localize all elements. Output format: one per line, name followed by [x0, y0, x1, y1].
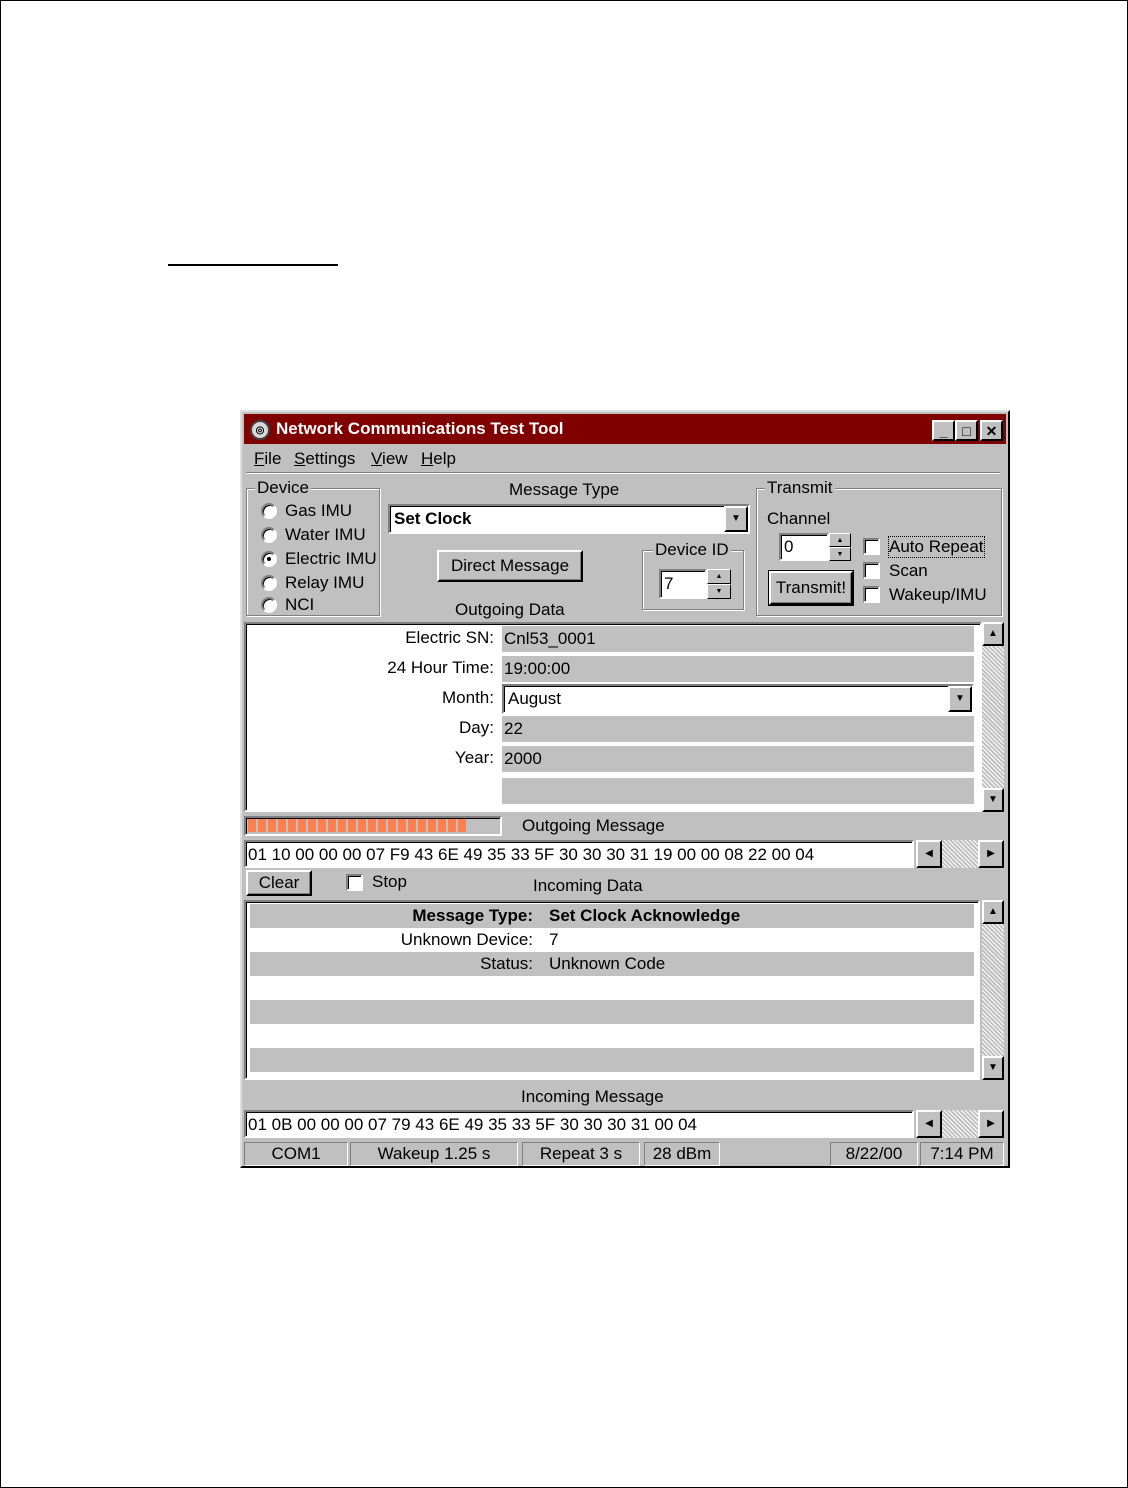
stop-checkbox[interactable] — [346, 872, 426, 894]
scroll-down-button[interactable] — [982, 1056, 1004, 1080]
progress-block — [418, 819, 426, 832]
channel-input[interactable] — [779, 533, 829, 561]
channel-spin-up[interactable] — [829, 533, 851, 547]
menu-settings[interactable]: Settings — [294, 449, 356, 468]
outgoing-data-scrollbar[interactable] — [982, 622, 1004, 812]
scroll-down-button[interactable] — [982, 788, 1004, 812]
radio-gas-imu[interactable] — [261, 501, 371, 521]
device-id-label: Device ID — [655, 540, 729, 559]
progress-block — [318, 819, 326, 832]
status-power: 28 dBm — [644, 1142, 720, 1166]
progress-block — [448, 819, 456, 832]
radio-water-imu[interactable] — [261, 525, 371, 545]
radio-button[interactable] — [261, 575, 277, 591]
incoming-data-label: Incoming Data — [533, 876, 643, 895]
menu-file[interactable]: File — [254, 449, 282, 468]
empty-row — [250, 976, 974, 1000]
outgoing-data-panel — [244, 622, 982, 812]
channel-label: Channel — [767, 509, 831, 528]
progress-block — [458, 819, 466, 832]
document-rule — [168, 264, 338, 266]
incoming-message-hscroll[interactable] — [916, 1110, 1004, 1138]
progress-block — [298, 819, 306, 832]
month-select[interactable] — [502, 684, 974, 714]
message-type-row — [250, 904, 974, 928]
outgoing-message-label: Outgoing Message — [522, 816, 665, 835]
scroll-up-button[interactable] — [982, 900, 1004, 924]
progress-block — [378, 819, 386, 832]
arrow-up-icon: ▲ — [836, 536, 844, 544]
status-wakeup: Wakeup 1.25 s — [350, 1142, 518, 1166]
incoming-device-label: Unknown Device: — [400, 930, 533, 949]
empty-row — [250, 1000, 974, 1024]
day-label: Day: — [459, 718, 494, 737]
auto-repeat-checkbox[interactable] — [863, 537, 993, 559]
arrow-up-icon: ▲ — [988, 906, 998, 917]
arrow-right-icon: ▶ — [987, 848, 995, 859]
progress-block — [358, 819, 366, 832]
menu-bar — [244, 446, 1006, 474]
globe-icon[interactable]: ◎ — [250, 420, 270, 440]
device-group — [246, 478, 380, 616]
progress-block — [328, 819, 336, 832]
radio-label: Electric IMU — [285, 549, 377, 568]
radio-button[interactable] — [261, 503, 277, 519]
title-bar[interactable] — [244, 414, 1006, 444]
progress-block — [278, 819, 286, 832]
close-icon: ✕ — [985, 422, 998, 439]
arrow-down-icon: ▼ — [988, 794, 998, 805]
radio-label: Relay IMU — [285, 573, 365, 592]
checkbox[interactable] — [863, 586, 880, 603]
wakeup-label: Wakeup/IMU — [889, 585, 987, 604]
device-group-label: Device — [257, 478, 309, 497]
arrow-up-icon: ▲ — [988, 628, 998, 639]
progress-block — [348, 819, 356, 832]
progress-block — [388, 819, 396, 832]
progress-block — [288, 819, 296, 832]
arrow-right-icon: ▶ — [987, 1118, 995, 1129]
radio-button-selected[interactable] — [261, 551, 277, 567]
time-label: 24 Hour Time: — [387, 658, 494, 677]
progress-block — [368, 819, 376, 832]
incoming-message-field[interactable] — [244, 1110, 914, 1138]
menu-help[interactable]: Help — [421, 449, 456, 468]
arrow-left-icon: ◀ — [925, 1118, 933, 1129]
channel-value: 0 — [784, 537, 794, 556]
maximize-icon: □ — [962, 422, 971, 439]
channel-spin-down[interactable] — [829, 547, 851, 561]
chevron-down-icon: ▼ — [955, 693, 965, 704]
radio-label: NCI — [285, 595, 315, 614]
transmit-button[interactable]: Transmit! — [769, 571, 853, 605]
outgoing-message-hscroll[interactable] — [916, 840, 1004, 868]
progress-bar — [244, 816, 502, 836]
outgoing-message-field[interactable] — [244, 840, 914, 868]
scan-label: Scan — [889, 561, 928, 580]
electric-sn-label: Electric SN: — [405, 628, 494, 647]
scroll-left-button[interactable] — [916, 1110, 942, 1138]
progress-block — [438, 819, 446, 832]
electric-sn-field[interactable]: Cnl53_0001 — [502, 626, 974, 652]
progress-block — [428, 819, 436, 832]
radio-nci[interactable] — [261, 595, 371, 615]
radio-relay-imu[interactable] — [261, 573, 371, 593]
incoming-message-label: Incoming Message — [521, 1087, 664, 1106]
empty-row — [250, 1048, 974, 1072]
device-id-input[interactable] — [659, 569, 707, 599]
status-repeat: Repeat 3 s — [522, 1142, 640, 1166]
direct-message-button[interactable]: Direct Message — [437, 550, 583, 582]
empty-row — [250, 1024, 974, 1048]
maximize-button[interactable] — [955, 420, 978, 441]
app-window — [240, 410, 1010, 1168]
transmit-group — [756, 478, 1002, 616]
minimize-icon: _ — [939, 422, 948, 439]
empty-field[interactable] — [502, 778, 974, 804]
progress-block — [258, 819, 266, 832]
menu-separator — [246, 472, 1000, 474]
progress-block — [248, 819, 256, 832]
menu-view[interactable]: View — [371, 449, 408, 468]
message-type-label: Message Type — [509, 480, 620, 499]
time-field[interactable]: 19:00:00 — [502, 656, 974, 682]
unknown-device-row — [250, 928, 974, 952]
arrow-left-icon: ◀ — [925, 848, 933, 859]
minimize-button[interactable] — [932, 420, 955, 441]
device-id-spin-down[interactable] — [707, 584, 731, 599]
outgoing-message-value: 01 10 00 00 00 07 F9 43 6E 49 35 33 5F 30 30 30 31 19 00 00 08 22 00 04 — [248, 845, 815, 864]
incoming-device-value: 7 — [549, 930, 559, 949]
year-label: Year: — [454, 748, 494, 767]
checkbox[interactable] — [863, 562, 880, 579]
radio-electric-imu[interactable] — [261, 549, 377, 569]
status-port: COM1 — [244, 1142, 348, 1166]
message-type-value: Set Clock — [394, 509, 472, 528]
clear-button[interactable]: Clear — [246, 870, 312, 896]
close-button[interactable] — [980, 420, 1003, 441]
day-field[interactable]: 22 — [502, 716, 974, 742]
progress-block — [398, 819, 406, 832]
device-id-group — [642, 540, 744, 610]
radio-button[interactable] — [261, 597, 277, 613]
window-title: Network Communications Test Tool — [276, 419, 564, 438]
scroll-right-button[interactable] — [978, 840, 1004, 868]
incoming-data-panel — [244, 900, 980, 1080]
message-type-dropdown-button[interactable] — [724, 506, 748, 532]
checkbox[interactable] — [346, 874, 363, 891]
progress-block — [408, 819, 416, 832]
status-date: 8/22/00 — [830, 1142, 918, 1166]
outgoing-data-label: Outgoing Data — [455, 600, 565, 619]
scroll-left-button[interactable] — [916, 840, 942, 868]
device-id-spin-up[interactable] — [707, 569, 731, 584]
year-field[interactable]: 2000 — [502, 746, 974, 772]
message-type-select[interactable] — [388, 504, 750, 534]
incoming-type-value: Set Clock Acknowledge — [549, 906, 741, 925]
month-dropdown-button[interactable] — [948, 686, 972, 712]
progress-block — [338, 819, 346, 832]
arrow-down-icon: ▼ — [988, 1062, 998, 1073]
auto-repeat-label: Auto Repeat — [889, 537, 984, 556]
progress-fill — [248, 819, 468, 838]
incoming-type-label: Message Type: — [412, 906, 533, 925]
incoming-status-value: Unknown Code — [549, 954, 666, 973]
scroll-right-button[interactable] — [978, 1110, 1004, 1138]
arrow-down-icon: ▼ — [836, 550, 844, 558]
incoming-status-label: Status: — [480, 954, 533, 973]
transmit-group-label: Transmit — [767, 478, 833, 497]
status-row — [250, 952, 974, 976]
radio-button[interactable] — [261, 527, 277, 543]
arrow-down-icon: ▼ — [715, 588, 723, 595]
scan-checkbox[interactable] — [863, 561, 993, 583]
stop-label: Stop — [372, 872, 407, 891]
incoming-data-scrollbar[interactable] — [982, 900, 1004, 1080]
progress-block — [268, 819, 276, 832]
progress-block — [308, 819, 316, 832]
scroll-up-button[interactable] — [982, 622, 1004, 646]
wakeup-checkbox[interactable] — [863, 585, 999, 607]
radio-label: Gas IMU — [285, 501, 353, 520]
device-id-value: 7 — [664, 574, 674, 593]
month-label: Month: — [442, 688, 494, 707]
checkbox[interactable] — [863, 538, 880, 555]
radio-label: Water IMU — [285, 525, 366, 544]
chevron-down-icon: ▼ — [731, 513, 741, 524]
status-time: 7:14 PM — [920, 1142, 1004, 1166]
arrow-up-icon: ▲ — [715, 573, 723, 580]
incoming-message-value: 01 0B 00 00 00 07 79 43 6E 49 35 33 5F 30 30 30 31 00 04 — [248, 1115, 697, 1134]
month-value: August — [508, 689, 561, 708]
